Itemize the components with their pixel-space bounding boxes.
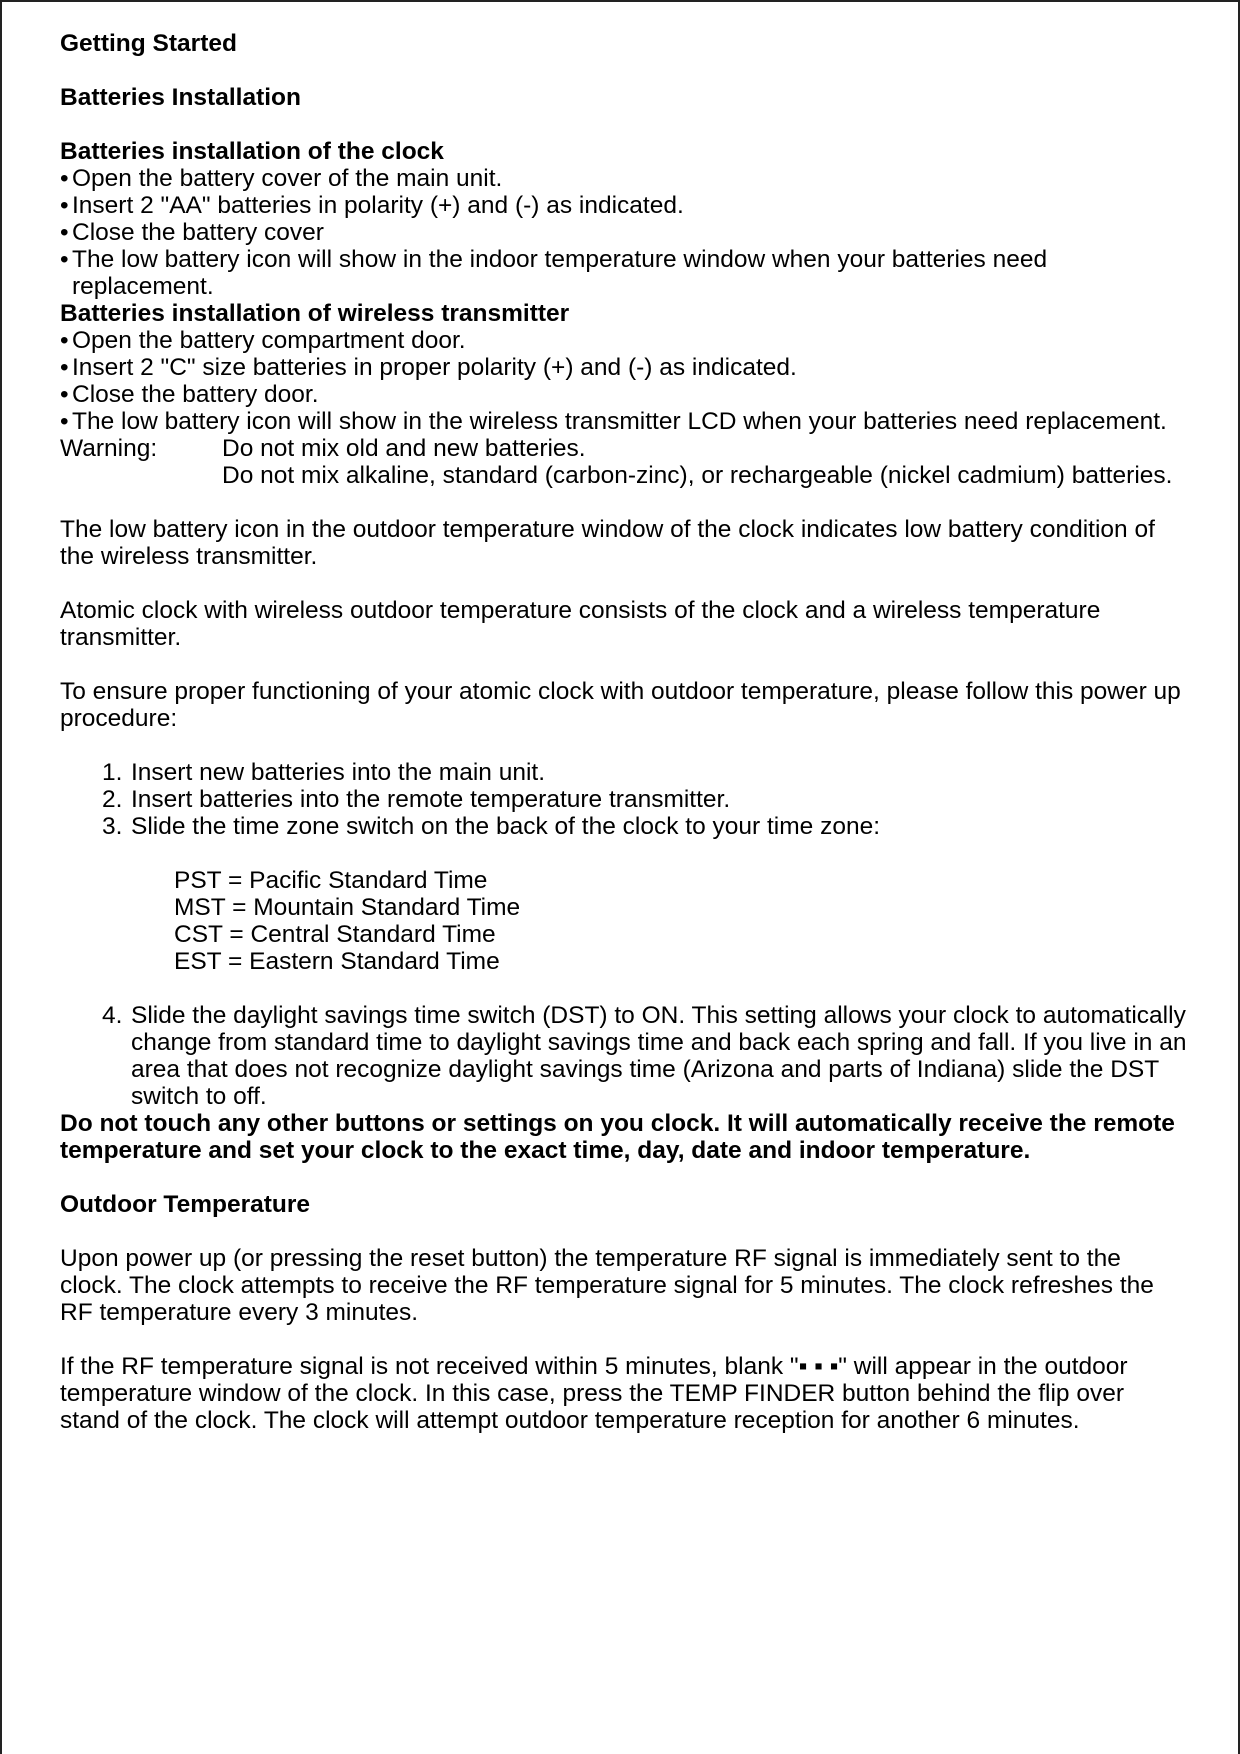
step-item xyxy=(102,759,1190,786)
time-zone-item: MST = Mountain Standard Time xyxy=(174,894,521,921)
list-item: • The low battery icon will show in the indoor temperature window when your batteries need replacement. xyxy=(60,246,1190,300)
step-text: Insert new batteries into the main unit. xyxy=(131,759,545,786)
step-number: 4. xyxy=(102,1002,123,1029)
power-up-steps xyxy=(60,759,1190,840)
clock-bullet-list xyxy=(60,165,1190,300)
step-item xyxy=(102,786,1190,813)
warning-label: Warning: xyxy=(60,435,158,462)
step-number: 2. xyxy=(102,786,123,813)
batteries-heading: Batteries Installation xyxy=(60,84,301,111)
power-up-steps-continued xyxy=(60,1002,1190,1110)
list-item: • Insert 2 "C" size batteries in proper polarity (+) and (-) as indicated. xyxy=(60,354,1190,381)
document-content xyxy=(60,30,1190,1434)
warning-line: Do not mix old and new batteries. xyxy=(222,435,586,462)
list-item: • Close the battery cover xyxy=(60,219,1190,246)
time-zone-item: EST = Eastern Standard Time xyxy=(174,948,500,975)
step-number: 3. xyxy=(102,813,123,840)
step-text: Slide the daylight savings time switch (DST) to ON. This setting allows your clock to automatically change from standard time to daylight savings time and back each spring and fall. If you live in an area that does not recognize daylight savings time (Arizona and parts of Indiana) slide the DST switch to off. xyxy=(131,1002,1187,1110)
time-zone-item: PST = Pacific Standard Time xyxy=(174,867,488,894)
transmitter-section-title: Batteries installation of wireless transmitter xyxy=(60,300,570,327)
low-battery-paragraph: The low battery icon in the outdoor temperature window of the clock indicates low battery condition of the wireless transmitter. xyxy=(60,516,1155,570)
step-item xyxy=(102,813,1190,840)
warning-line: Do not mix alkaline, standard (carbon-zinc), or rechargeable (nickel cadmium) batteries. xyxy=(222,462,1173,489)
step-number: 1. xyxy=(102,759,123,786)
warning-text xyxy=(222,435,1190,489)
page-title: Getting Started xyxy=(60,30,237,57)
consists-paragraph: Atomic clock with wireless outdoor temperature consists of the clock and a wireless temperature transmitter. xyxy=(60,597,1101,651)
list-item: • Close the battery door. xyxy=(60,381,1190,408)
clock-section-title: Batteries installation of the clock xyxy=(60,138,444,165)
bold-notice: Do not touch any other buttons or settings on you clock. It will automatically receive the remote temperature and set your clock to the exact time, day, date and indoor temperature. xyxy=(60,1110,1175,1164)
outdoor-temperature-heading: Outdoor Temperature xyxy=(60,1191,311,1218)
step-item xyxy=(102,1002,1190,1110)
power-up-paragraph: Upon power up (or pressing the reset button) the temperature RF signal is immediately sent to the clock. The clock attempts to receive the RF temperature signal for 5 minutes. The clock refreshes the RF temperature every 3 minutes. xyxy=(60,1245,1154,1326)
transmitter-bullet-list xyxy=(60,327,1190,435)
list-item: • The low battery icon will show in the wireless transmitter LCD when your batteries need replacement. xyxy=(60,408,1190,435)
not-received-paragraph: If the RF temperature signal is not received within 5 minutes, blank "▪ ▪ ▪" will appear in the outdoor temperature window of the clock. In this case, press the TEMP FINDER button behind the flip over stand of the clock. The clock will attempt outdoor temperature reception for another 6 minutes. xyxy=(60,1353,1128,1434)
step-text: Insert batteries into the remote temperature transmitter. xyxy=(131,786,731,813)
step-text: Slide the time zone switch on the back of the clock to your time zone: xyxy=(131,813,880,840)
ensure-paragraph: To ensure proper functioning of your atomic clock with outdoor temperature, please follow this power up procedure: xyxy=(60,678,1181,732)
list-item: • Open the battery compartment door. xyxy=(60,327,1190,354)
warning-block xyxy=(60,435,1190,489)
list-item: • Open the battery cover of the main unit. xyxy=(60,165,1190,192)
list-item: • Insert 2 "AA" batteries in polarity (+) and (-) as indicated. xyxy=(60,192,1190,219)
time-zone-item: CST = Central Standard Time xyxy=(174,921,496,948)
time-zone-list xyxy=(60,867,1190,975)
